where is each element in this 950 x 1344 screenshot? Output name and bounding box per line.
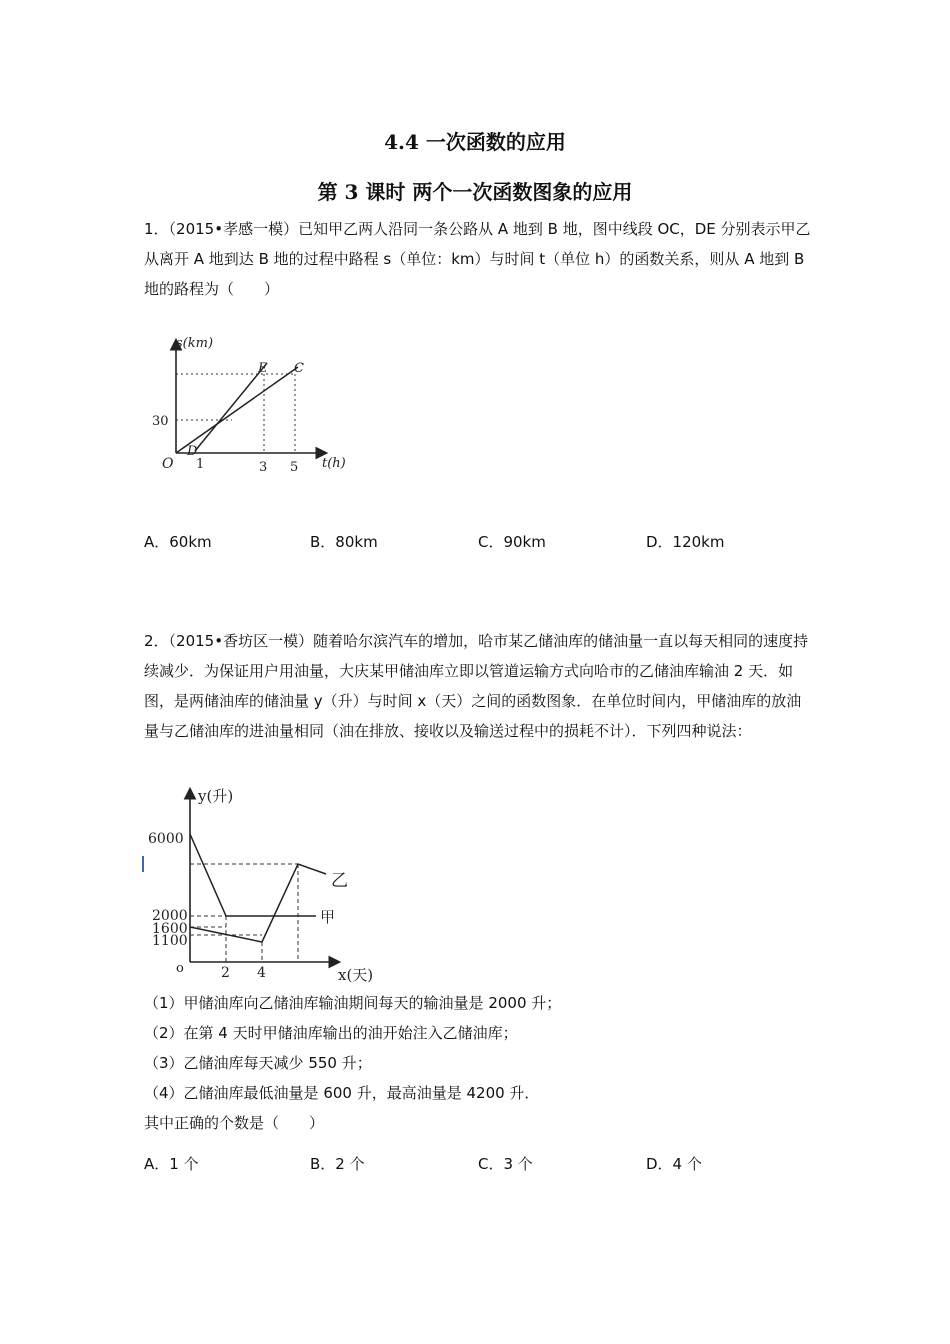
q2-x-axis-label: x(天): [338, 966, 374, 984]
series-jia-line: [190, 834, 316, 916]
statement-3: （3）乙储油库每天减少 550 升；: [144, 1054, 372, 1072]
series-jia-label: 甲: [320, 908, 336, 926]
statement-2: （2）在第 4 天时甲储油库输出的油开始注入乙储油库；: [144, 1024, 518, 1042]
point-D-label: D: [187, 444, 198, 459]
question-1-graph: [140, 325, 370, 485]
point-C-label: C: [294, 361, 304, 376]
lesson-title: 4.4 一次函数的应用: [384, 130, 566, 154]
q2-y-tick-label: 6000: [148, 831, 184, 847]
q2-option-d[interactable]: D．4 个: [646, 1155, 702, 1173]
q1-x-tick-label: 5: [290, 460, 299, 475]
q1-option-a[interactable]: A．60km: [144, 533, 212, 551]
q1-y-tick-label: 30: [152, 414, 169, 429]
segment-DE: [195, 363, 267, 451]
point-E-label: E: [258, 361, 268, 376]
statement-1: （1）甲储油库向乙储油库输油期间每天的输油量是 2000 升；: [144, 994, 562, 1012]
q1-option-b[interactable]: B．80km: [310, 533, 378, 551]
question-2-ask: 其中正确的个数是（ ）: [144, 1114, 325, 1132]
q2-option-c[interactable]: C．3 个: [478, 1155, 533, 1173]
q2-origin-label: o: [176, 961, 184, 976]
question-2-stem: 2．（2015•香坊区一模）随着哈尔滨汽车的增加，哈市某乙储油库的储油量一直以每天相同的速度持续减少．为保证用户用油量，大庆某甲储油库立即以管道运输方式向哈市的乙储油库输油 2 天．如图，是两储油库的储油量 y（升）与时间 x（天）之间的函数图象．在单位时间内，甲储油库的放油量与乙储油库的进油量相同（油在排放、接收以及输送过程中的损耗不计）．下列四种说法：: [144, 632, 809, 740]
q2-option-b[interactable]: B．2 个: [310, 1155, 365, 1173]
q2-y-tick-label: 2000: [152, 908, 188, 924]
q2-option-a[interactable]: A．1 个: [144, 1155, 199, 1173]
q1-option-d[interactable]: D．120km: [646, 533, 725, 551]
question-2-graph: [140, 782, 390, 987]
q1-x-tick-label: 3: [259, 460, 268, 475]
q1-x-tick-label: 1: [196, 457, 205, 472]
lesson-subtitle: 第 3 课时 两个一次函数图象的应用: [317, 180, 633, 204]
q2-y-tick-label: 1100: [152, 933, 188, 949]
q2-x-tick-label: 4: [257, 965, 266, 981]
q1-option-c[interactable]: C．90km: [478, 533, 546, 551]
q2-y-axis-label: y(升): [198, 787, 234, 805]
series-yi-line: [190, 864, 326, 942]
statement-4: （4）乙储油库最低油量是 600 升，最高油量是 4200 升．: [144, 1084, 540, 1102]
q1-origin-label: O: [162, 456, 174, 472]
segment-OC: [176, 367, 298, 453]
series-yi-label: 乙: [331, 871, 348, 891]
question-1-stem: 1．（2015•孝感一模）已知甲乙两人沿同一条公路从 A 地到 B 地，图中线段 OC，DE 分别表示甲乙从离开 A 地到达 B 地的过程中路程 s（单位：km）与时间 t（单位 h）的函数关系，则从 A 地到 B 地的路程为（ ）: [144, 220, 811, 298]
q1-x-axis-label: t(h): [322, 456, 346, 471]
q2-x-tick-label: 2: [221, 965, 230, 981]
q1-y-axis-label: s(km): [176, 336, 214, 351]
q2-y-tick-label: 1600: [152, 921, 188, 937]
